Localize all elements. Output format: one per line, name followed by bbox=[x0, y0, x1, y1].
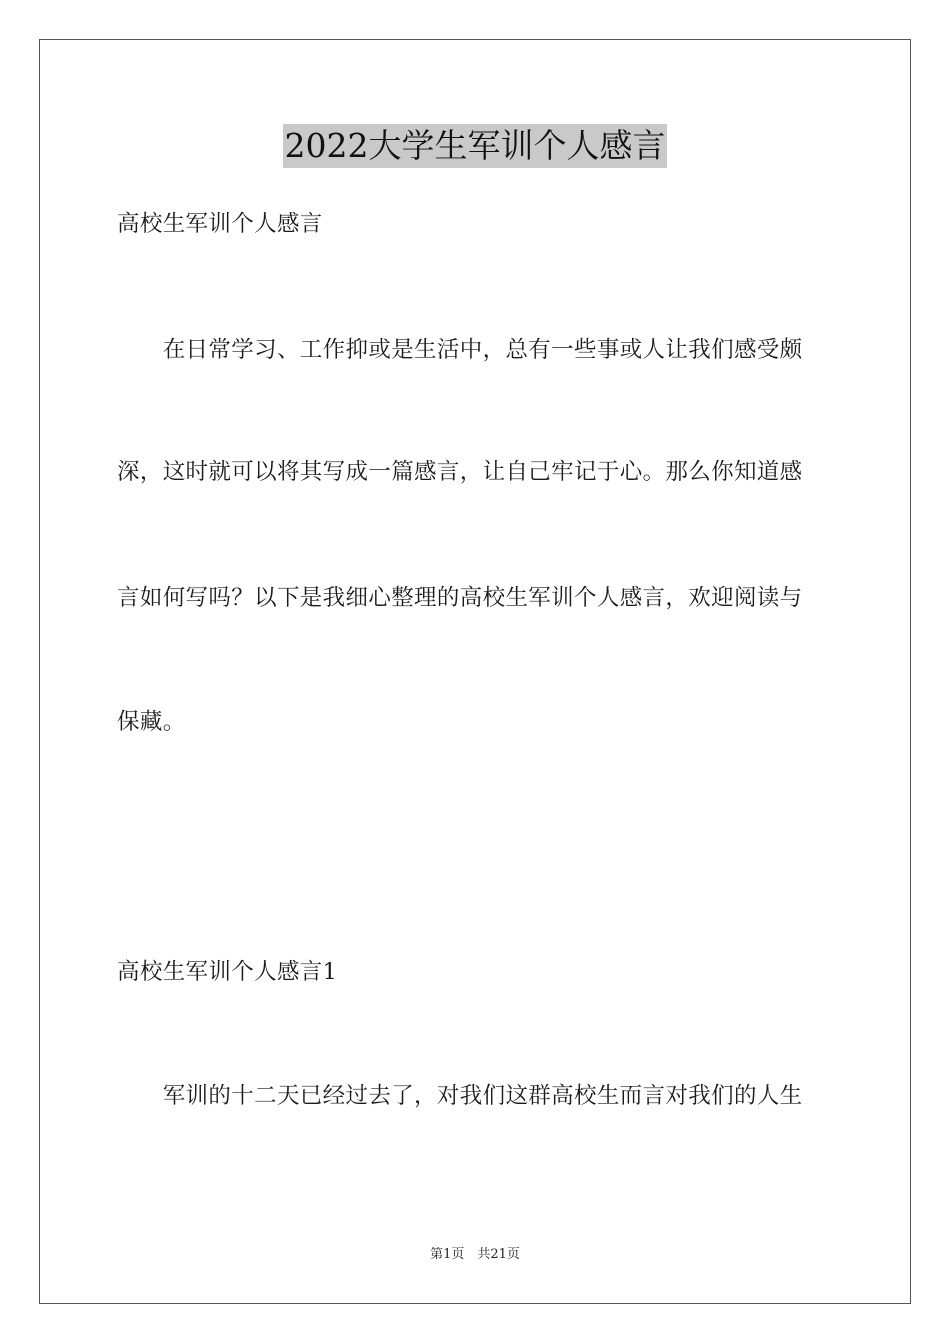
title-container bbox=[0, 124, 950, 168]
document-title: 2022大学生军训个人感言 bbox=[283, 124, 668, 168]
paragraph-line: 深，这时就可以将其写成一篇感言，让自己牢记于心。那么你知道感 bbox=[117, 459, 803, 485]
paragraph-line: 保藏。 bbox=[117, 709, 186, 735]
paragraph-line: 言如何写吗？以下是我细心整理的高校生军训个人感言，欢迎阅读与 bbox=[117, 585, 803, 611]
paragraph-line: 军训的十二天已经过去了，对我们这群高校生而言对我们的人生 bbox=[117, 1083, 803, 1109]
paragraph-line: 在日常学习、工作抑或是生活中，总有一些事或人让我们感受颇 bbox=[117, 337, 803, 363]
page-number-footer: 第1页 共21页 bbox=[430, 1247, 520, 1262]
subtitle: 高校生军训个人感言 bbox=[117, 211, 323, 237]
section-heading: 高校生军训个人感言1 bbox=[117, 959, 338, 985]
